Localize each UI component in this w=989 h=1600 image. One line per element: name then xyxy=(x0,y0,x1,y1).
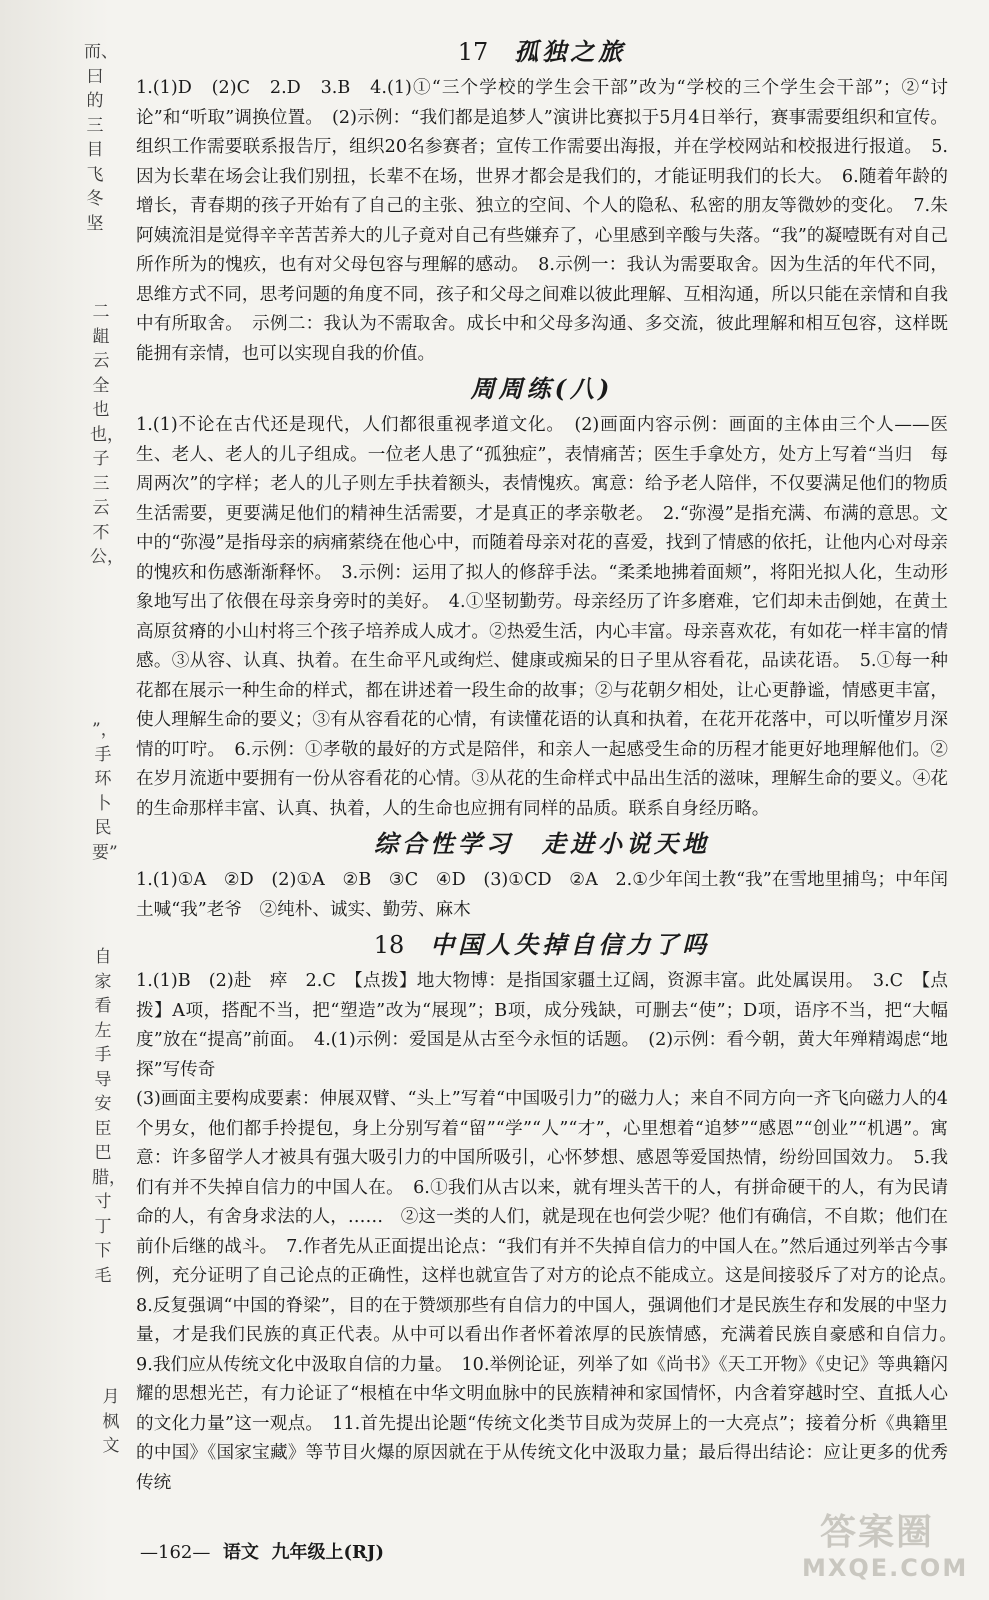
watermark-top-text: 答案圈 xyxy=(819,1512,934,1553)
margin-bleed-text: 月枫文 xyxy=(102,1387,120,1456)
answer-content xyxy=(136,32,966,1498)
section-title-text: 孤独之旅 xyxy=(514,37,627,66)
watermark-logo xyxy=(802,1512,969,1588)
watermark-bottom-text: MXQE.COM xyxy=(802,1554,969,1582)
margin-bleed-text: ”，手环卜民要” xyxy=(92,720,118,863)
footer-subject: 语文 xyxy=(222,1542,259,1563)
section-title-text: 周周练(八) xyxy=(470,374,614,403)
section-title-comprehensive xyxy=(136,826,948,862)
binding-gutter xyxy=(0,0,126,1600)
section-number: 18 xyxy=(373,931,405,959)
footer-grade: 九年级上(RJ) xyxy=(271,1542,384,1563)
margin-bleed-text: 而、曰的三目飞冬坚 xyxy=(84,42,118,234)
section-title-18 xyxy=(136,927,948,963)
section-title-text: 综合性学习 走进小说天地 xyxy=(374,829,710,858)
margin-bleed-text: 二龃云全也也，子三云不公， xyxy=(90,302,124,567)
section-title-17 xyxy=(136,34,948,70)
answer-paragraph: 1.(1)不论在古代还是现代，人们都很重视孝道文化。 (2)画面内容示例：画面的主体由三个人——医生、老人、老人的儿子组成。一位老人患了“孤独症”，表情痛苦；医生手拿处方，处方上写着“当归 每周两次”的字样；老人的儿子则左手扶着额头，表情愧疚。寓意：给予老人陪伴，不仅要满足他们的物质生活需要，更要满足他们的精神生活需要，才是真正的孝亲敬老。 2.“弥漫”是指充满、布满的意思。文中的“弥漫”是指母亲的病痛萦绕在他心中，而随着母亲对花的喜爱，找到了情感的依托，让他内心对母亲的愧疚和伤感渐渐释怀。 3.示例：运用了拟人的修辞手法。“柔柔地拂着面颊”，将阳光拟人化，生动形象地写出了依偎在母亲身旁时的美好。 4.①坚韧勤劳。母亲经历了许多磨难，它们却未击倒她，在黄土高原贫瘠的小山村将三个孩子培养成人成才。②热爱生活，内心丰富。母亲喜欢花，有如花一样丰富的情感。③从容、认真、执着。在生命平凡或绚烂、健康或痴呆的日子里从容看花，品读花语。 5.①每一种花都在展示一种生命的样式，都在讲述着一段生命的故事；②与花朝夕相处，让心更静谧，情感更丰富，使人理解生命的要义；③有从容看花的心情，有读懂花语的认真和执着，在花开花落中，可以听懂岁月深情的叮咛。 6.示例：①孝敬的最好的方式是陪伴，和亲人一起感受生命的历程才能更好地理解他们。②在岁月流逝中要拥有一份从容看花的心情。③从花的生命样式中品出生活的滋味，理解生命的要义。④花的生命那样丰富、认真、执着，人的生命也应拥有同样的品质。联系自身经历略。 xyxy=(136,415,948,819)
answer-paragraph: 1.(1)D (2)C 2.D 3.B 4.(1)①“三个学校的学生会干部”改为“学校的三个学生会干部”；②“讨论”和“听取”调换位置。 (2)示例：“我们都是追梦人”演讲比赛拟于5月4日举行，赛事需要组织和宣传。组织工作需要联系报告厅，组织20名参赛者；宣传工作需要出海报，并在学校网站和校报进行报道。 5.因为长辈在场会让我们别扭，长辈不在场，世界才都会是我们的，才能证明我们的长大。 6.随着年龄的增长，青春期的孩子开始有了自己的主张、独立的空间、个人的隐私、私密的朋友等微妙的变化。 7.朱阿姨流泪是觉得辛辛苦苦养大的儿子竟对自己有些嫌弃了，心里感到辛酸与失落。“我”的凝噎既有对自己所作所为的愧疚，也有对父母包容与理解的感动。 8.示例一：我认为需要取舍。因为生活的年代不同，思维方式不同，思考问题的角度不同，孩子和父母之间难以彼此理解、互相沟通，所以只能在亲情和自我中有所取舍。 示例二：我认为不需取舍。成长中和父母多沟通、多交流，彼此理解和相互包容，这样既能拥有亲情，也可以实现自我的价值。 xyxy=(136,78,948,364)
answer-paragraph: 1.(1)B (2)赴 瘁 2.C 【点拨】地大物博：是指国家疆土辽阔，资源丰富。此处属误用。 3.C 【点拨】A项，搭配不当，把“塑造”改为“展现”；B项，成分残缺，可删去“使”；D项，语序不当，把“大幅度”放在“提高”前面。 4.(1)示例：爱国是从古至今永恒的话题。 (2)示例：看今朝，黄大年殚精竭虑“地探”写传奇 xyxy=(136,971,948,1080)
page-footer xyxy=(140,1538,384,1564)
section-title-weekly-8 xyxy=(136,371,948,407)
margin-bleed-text: 自家看左手导安臣巴腊，寸丁下毛 xyxy=(92,947,126,1286)
answer-paragraph: (3)画面主要构成要素：伸展双臂、“头上”写着“中国吸引力”的磁力人；来自不同方向一齐飞向磁力人的4个男女，他们都手拎提包，身上分别写着“留”“学”“人”“才”，心里想着“追梦”“感恩”“创业”“机遇”。寓意：许多留学人才被具有强大吸引力的中国所吸引，心怀梦想、感恩等爱国热情，纷纷回国效力。 5.我们有并不失掉自信力的中国人在。 6.①我们从古以来，就有埋头苦干的人，有拼命硬干的人，有为民请命的人，有舍身求法的人，…… ②这一类的人们，就是现在也何尝少呢？他们有确信，不自欺；他们在前仆后继的战斗。 7.作者先从正面提出论点：“我们有并不失掉自信力的中国人在。”然后通过列举古今事例，充分证明了自己论点的正确性，这样也就宣告了对方的论点不能成立。这是间接驳斥了对方的论点。 8.反复强调“中国的脊梁”，目的在于赞颂那些有自信力的中国人，强调他们才是民族生存和发展的中坚力量，才是我们民族的真正代表。从中可以看出作者怀着浓厚的民族情感，充满着民族自豪感和自信力。 9.我们应从传统文化中汲取自信的力量。 10.举例论证，列举了如《尚书》《天工开物》《史记》等典籍闪耀的思想光芒，有力论证了“根植在中华文明血脉中的民族精神和家国情怀，内含着穿越时空、直抵人心的文化力量”这一观点。 11.首先提出论题“传统文化类节目成为荧屏上的一大亮点”；接着分析《典籍里的中国》《国家宝藏》等节目火爆的原因就在于从传统文化中汲取力量；最后得出结论：应让更多的优秀传统 xyxy=(136,1089,966,1493)
section-number: 17 xyxy=(457,38,489,66)
page-number: —162— xyxy=(140,1542,211,1563)
answer-paragraph: 1.(1)①A ②D (2)①A ②B ③C ④D (3)①CD ②A 2.①少年闰土教“我”在雪地里捕鸟；中年闰土喊“我”老爷 ②纯朴、诚实、勤劳、麻木 xyxy=(136,870,948,920)
section-title-text: 中国人失掉自信力了吗 xyxy=(430,930,711,959)
